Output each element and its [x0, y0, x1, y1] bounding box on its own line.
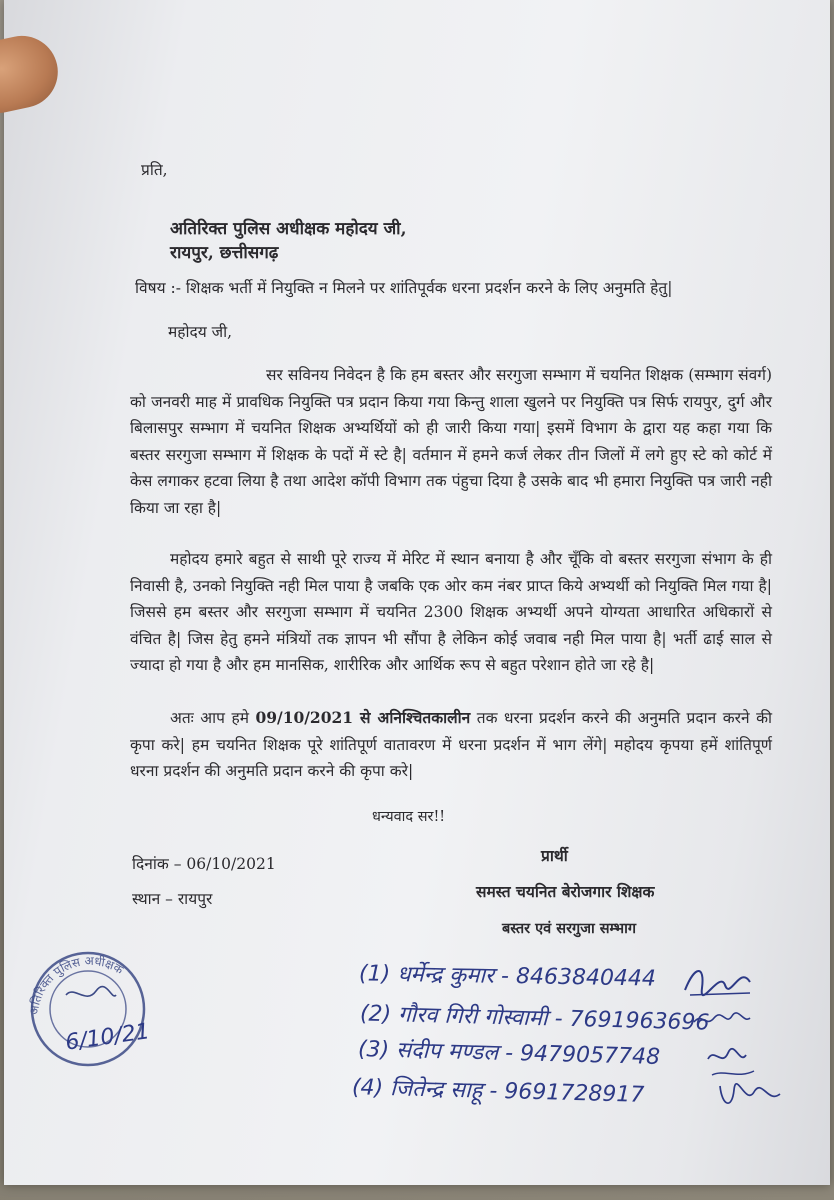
- subject-line: विषय :- शिक्षक भर्ती में नियुक्ति न मिलने पर शांतिपूर्वक धरना प्रदर्शन करने के लिए अनुमति हेतु|: [135, 279, 673, 297]
- place-line: स्थान – रायपुर: [132, 890, 213, 908]
- police-seal-stamp: [16, 935, 166, 1075]
- signatory-1: (1) धर्मेन्द्र कुमार - 8463840444: [358, 961, 657, 992]
- greeting: महोदय जी,: [168, 323, 233, 341]
- salutation: प्रति,: [141, 161, 168, 179]
- paragraph-3-end: तक धरना प्रदर्शन करने की अनुमति प्रदान करने की कृपा करे| हम चयनित शिक्षक पूरे शांतिपूर्ण वातावरण में धरना प्रदर्शन में भाग लेंगे| महोदय कृपया हमें शांतिपूर्ण धरना प्रदर्शन की अनुमति प्रदान करने की कृपा करे|: [130, 709, 772, 780]
- signatory-2: (2) गौरव गिरी गोस्वामी - 7691963696: [359, 1001, 710, 1036]
- sender-group: समस्त चयनित बेरोजगार शिक्षक: [476, 882, 655, 901]
- seal-arc-text: अतिरिक्त पुलिस अधीक्षक: [26, 953, 126, 1016]
- letter-paper: [4, 0, 830, 1185]
- sender-title: प्रार्थी: [541, 846, 568, 865]
- date-line: दिनांक – 06/10/2021: [132, 855, 276, 873]
- signatory-4: (4) जितेन्द्र साहू - 9691728917: [351, 1075, 645, 1108]
- paragraph-3-bold-date: 09/10/2021 से अनिश्चितकालीन: [255, 708, 471, 727]
- paragraph-3-start: अतः आप हमे: [170, 709, 256, 727]
- svg-text:अतिरिक्त पुलिस अधीक्षक: [27, 954, 127, 1016]
- thanks-line: धन्यवाद सर!!: [372, 809, 446, 825]
- signatory-3: (3) संदीप मण्डल - 9479057748: [357, 1037, 661, 1070]
- signature-mark-2: [692, 1010, 752, 1030]
- sender-region: बस्तर एवं सरगुजा सम्भाग: [502, 920, 637, 937]
- signature-mark-1: [680, 960, 760, 1000]
- body-paragraph-1: सर सविनय निवेदन है कि हम बस्तर और सरगुजा सम्भाग में चयनित शिक्षक (सम्भाग संवर्ग) को जनवरी माह में प्रावधिक नियुक्ति पत्र प्रदान किया गया किन्तु शाला खुलने पर नियुक्ति पत्र सिर्फ रायपुर, दुर्ग और बिलासपुर सम्भाग में चयनित शिक्षक अभ्यर्थियों को ही जारी किया गया| इसमें विभाग के द्वारा यह कहा गया कि बस्तर सरगुजा सम्भाग में शिक्षक के पदों में स्टे है| वर्तमान में हमने कर्ज लेकर तीन जिलों में लगे हुए स्टे को कोर्ट में केस लगाकर हटवा लिया है तथा आदेश कॉपी विभाग तक पंहुचा दिया है उसके बाद भी हमारा नियुक्ति पत्र जारी नही किया जा रहा है|: [130, 366, 772, 517]
- addressee-title: अतिरिक्त पुलिस अधीक्षक महोदय जी,: [170, 219, 407, 239]
- signature-mark-4: [716, 1076, 786, 1116]
- body-paragraph-3: [130, 705, 772, 785]
- seal-handwritten-date: 6/10/21: [63, 1019, 152, 1056]
- body-paragraph-2: महोदय हमारे बहुत से साथी पूरे राज्य में मेरिट में स्थान बनाया है और चूँकि वो बस्तर सरगुजा संभाग के ही निवासी है, उनको नियुक्ति नही मिल पाया है जबकि एक ओर कम नंबर प्राप्त किये अभ्यर्थी को नियुक्ति मिल गया है| जिससे हम बस्तर और सरगुजा सम्भाग में चयनित 2300 शिक्षक अभ्यर्थी अपने योग्यता आधारित अधिकारों से वंचित है| जिस हेतु हमने मंत्रियों तक ज्ञापन भी सौंपा है लेकिन कोई जवाब नही मिल पाया है| भर्ती ढाई साल से ज्यादा हो गया है और हम मानसिक, शारीरिक और आर्थिक रूप से बहुत परेशान होते जा रहे है|: [130, 550, 772, 674]
- addressee-location: रायपुर, छत्तीसगढ़: [170, 243, 279, 263]
